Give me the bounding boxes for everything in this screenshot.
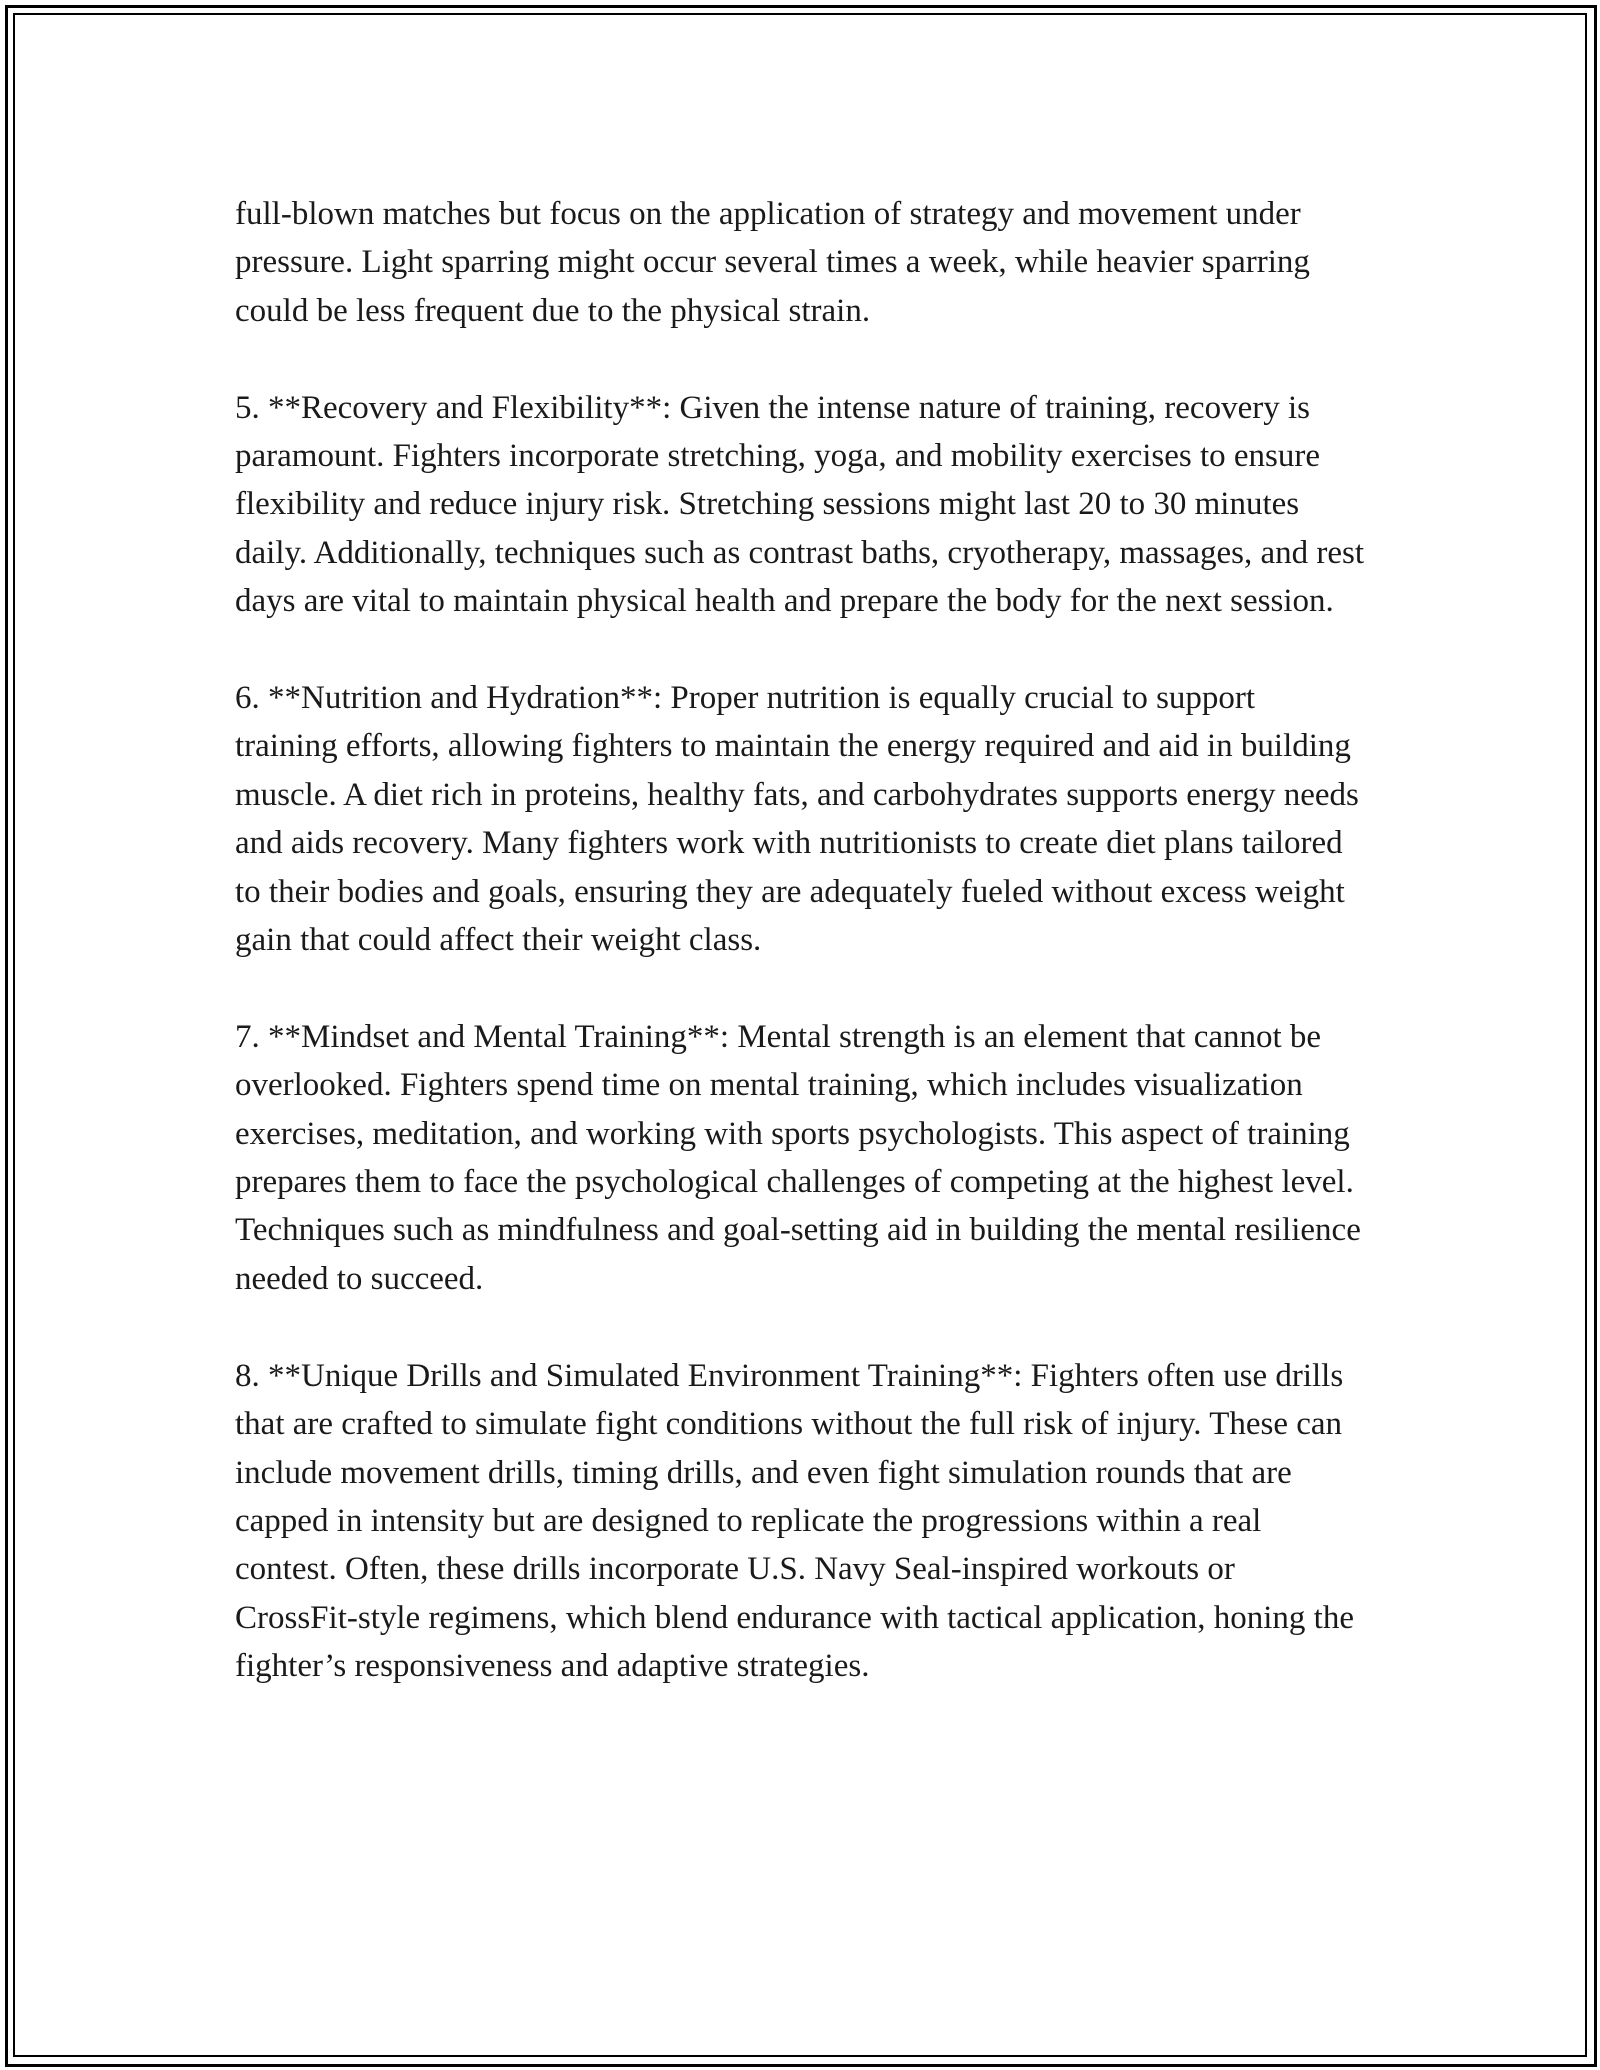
- paragraph-sparring-continued: full-blown matches but focus on the application of strategy and movement under pressure. Light sparring might occur several times a week, while heavier sparring could be less frequent due to the physical strain.: [235, 196, 1310, 329]
- document-body: [235, 190, 1365, 1691]
- paragraph-unique-drills: 8. **Unique Drills and Simulated Environment Training**: Fighters often use drills that are crafted to simulate fight conditions without the full risk of injury. These can include movement drills, timing drills, and even fight simulation rounds that are capped in intensity but are designed to replicate the progressions within a real contest. Often, these drills incorporate U.S. Navy Seal-inspired workouts or CrossFit-style regimens, which blend endurance with tactical application, honing the fighter’s responsiveness and adaptive strategies.: [235, 1357, 1354, 1685]
- paragraph-nutrition-hydration: 6. **Nutrition and Hydration**: Proper nutrition is equally crucial to support training efforts, allowing fighters to maintain the energy required and aid in building muscle. A diet rich in proteins, healthy fats, and carbohydrates supports energy needs and aids recovery. Many fighters work with nutritionists to create diet plans tailored to their bodies and goals, ensuring they are adequately fueled without excess weight gain that could affect their weight class.: [235, 680, 1359, 959]
- paragraph-mindset-mental-training: 7. **Mindset and Mental Training**: Mental strength is an element that cannot be overlooked. Fighters spend time on mental training, which includes visualization exercises, meditation, and working with sports psychologists. This aspect of training prepares them to face the psychological challenges of competing at the highest level. Techniques such as mindfulness and goal-setting aid in building the mental resilience needed to succeed.: [235, 1018, 1361, 1297]
- paragraph-recovery-flexibility: 5. **Recovery and Flexibility**: Given the intense nature of training, recovery is paramount. Fighters incorporate stretching, yoga, and mobility exercises to ensure flexibility and reduce injury risk. Stretching sessions might last 20 to 30 minutes daily. Additionally, techniques such as contrast baths, cryotherapy, massages, and rest days are vital to maintain physical health and prepare the body for the next session.: [235, 389, 1365, 620]
